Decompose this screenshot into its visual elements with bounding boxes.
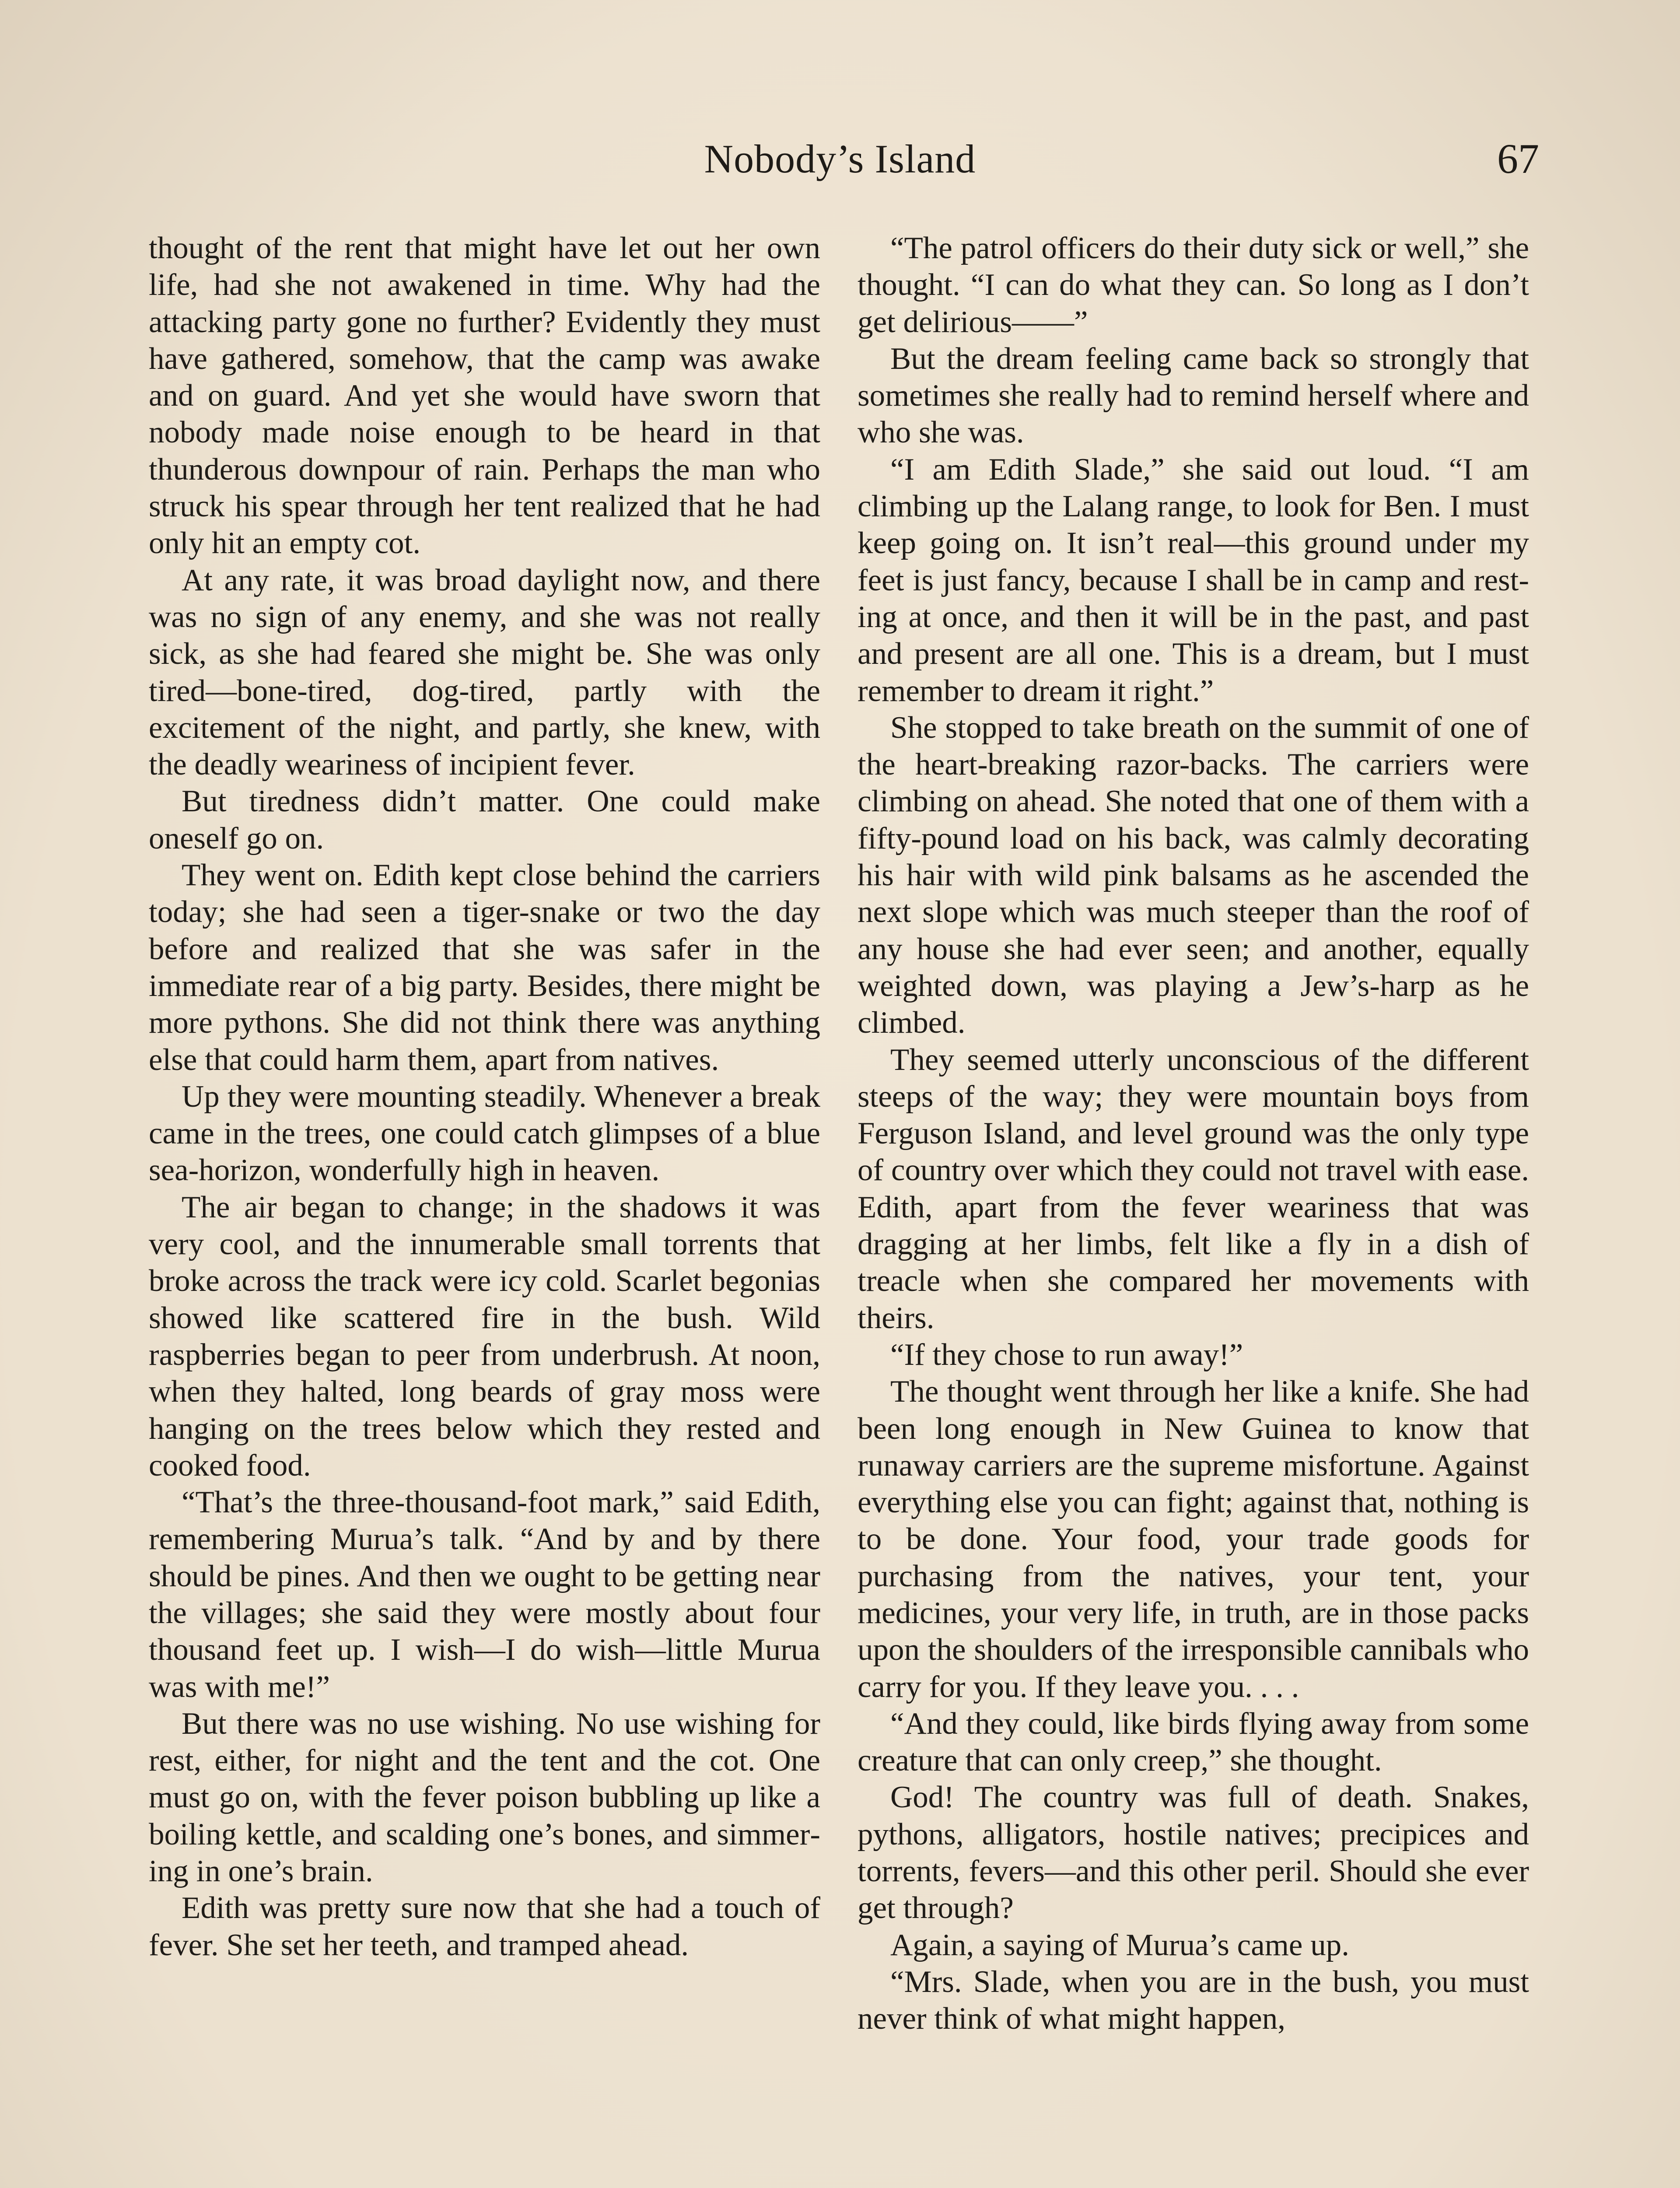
paragraph: At any rate, it was broad daylight now, and there was no sign of any enemy, and she was not really sick, as she had feared she might be. She was only tired—bone-tired, dog-tired, partly with the excitement of the night, and partly, she knew, with the deadly weariness of incipient fever. [149, 563, 820, 782]
paragraph: “I am Edith Slade,” she said out loud. “I am climbing up the Lalang range, to look for Ben. I must keep going on. It isn’t real—this ground under my feet is just fancy, because I shall be in camp and resting at once, and then it will be in the past, and past and present are all one. This is a dream, but I must remember to dream it right.” [858, 452, 1529, 708]
paragraph: “Mrs. Slade, when you are in the bush, you must never think of what might happen, [858, 1964, 1529, 2036]
running-head [0, 130, 1680, 187]
paragraph: Again, a saying of Murua’s came up. [890, 1928, 1349, 1962]
paragraph: “That’s the three-thousand-foot mark,” said Edith, remembering Murua’s talk. “And by and by there should be pines. And then we ought to be getting near the villages; she said they were mostly about four thousand feet up. I wish—I do wish—little Murua was with me!” [149, 1485, 820, 1704]
right-column [858, 230, 1529, 2037]
paragraph: “The patrol officers do their duty sick or well,” she thought. “I can do what they can. So long as I don’t get delirious——” [858, 231, 1529, 339]
paragraph: “And they could, like birds flying away from some creature that can only creep,” she thought. [858, 1706, 1529, 1778]
paragraph: But tiredness didn’t matter. One could make oneself go on. [149, 784, 820, 856]
paragraph: They seemed utterly unconscious of the different steeps of the way; they were mountain boys from Ferguson Island, and level ground was the only type of country over which they could not travel with ease. Edith, apart from the fever weariness that was dragging at her limbs, felt like a fly in a dish of treacle when she compared her movements with theirs. [858, 1042, 1529, 1335]
paragraph: But there was no use wishing. No use wishing for rest, either, for night and the tent and the cot. One must go on, with the fever poison bubbling up like a boiling kettle, and scalding one’s bones, and simmering in one’s brain. [149, 1706, 820, 1889]
paragraph: They went on. Edith kept close behind the carriers today; she had seen a tiger-snake or two the day before and realized that she was safer in the immediate rear of a big party. Besides, there might be more pythons. She did not think there was anything else that could harm them, apart from natives. [149, 858, 820, 1077]
paragraph: Up they were mounting steadily. Whenever a break came in the trees, one could catch glimpses of a blue sea-horizon, wonderfully high in heaven. [149, 1079, 820, 1188]
paragraph: God! The country was full of death. Snakes, pythons, alligators, hostile natives; precipices and torrents, fevers—and this other peril. Should she ever get through? [858, 1780, 1529, 1925]
paragraph: She stopped to take breath on the summit of one of the heart-breaking razor-backs. The carriers were climbing on ahead. She noted that one of them with a fifty-pound load on his back, was calmly decorating his hair with wild pink balsams as he ascended the next slope which was much steeper than the roof of any house she had ever seen; and another, equally weighted down, was playing a Jew’s-harp as he climbed. [858, 710, 1529, 1040]
paragraph: “If they chose to run away!” [890, 1337, 1243, 1372]
page-number: 67 [1497, 135, 1539, 182]
paragraph: The thought went through her like a knife. She had been long enough in New Guinea to know that runaway carriers are the supreme misfortune. Against everything else you can fight; against that, nothing is to be done. Your food, your trade goods for purchasing from the natives, your tent, your medicines, your very life, in truth, are in those packs upon the shoulders of the irresponsible cannibals who carry for you. If they leave you. . . . [858, 1375, 1529, 1704]
paragraph: But the dream feeling came back so strongly that sometimes she really had to remind herself where and who she was. [858, 341, 1529, 450]
paragraph: Edith was pretty sure now that she had a touch of fever. She set her teeth, and tramped ahead. [149, 1891, 820, 1962]
page-title: Nobody’s Island [704, 137, 976, 181]
left-column [149, 230, 820, 1964]
paragraph: The air began to change; in the shadows it was very cool, and the innumerable small torrents that broke across the track were icy cold. Scarlet begonias showed like scattered fire in the bush. Wild raspberries began to peer from underbrush. At noon, when they halted, long beards of gray moss were hanging on the trees below which they rested and cooked food. [149, 1190, 820, 1483]
paragraph: thought of the rent that might have let out her own life, had she not awakened in time. Why had the attacking party gone no further? Evidently they must have gathered, somehow, that the camp was awake and on guard. And yet she would have sworn that nobody made noise enough to be heard in that thunderous downpour of rain. Perhaps the man who struck his spear through her tent realized that he had only hit an empty cot. [149, 231, 820, 561]
